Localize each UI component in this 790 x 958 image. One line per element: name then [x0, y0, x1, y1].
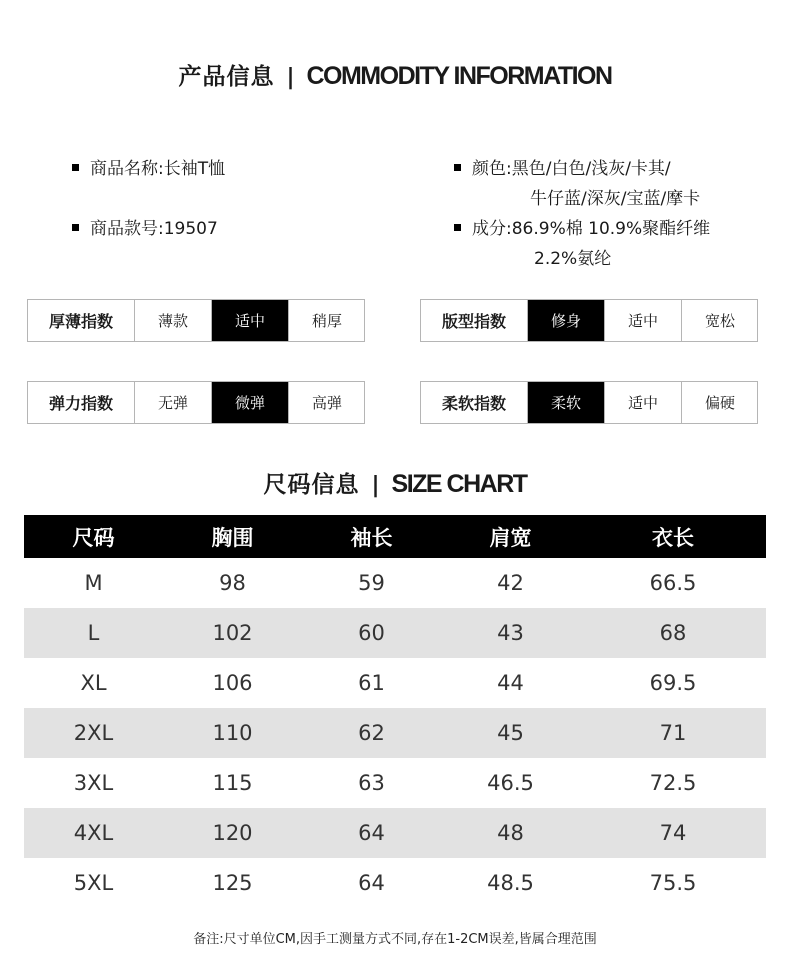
table-header-row [24, 515, 766, 558]
table-row [24, 658, 766, 708]
title-separator: | [371, 473, 380, 498]
index-label: 柔软指数 [441, 394, 506, 413]
table-row [24, 608, 766, 658]
bullet-icon [72, 164, 79, 171]
fit-index [420, 299, 758, 342]
info-material [454, 214, 710, 274]
table-cell: 48.5 [487, 871, 534, 895]
index-label: 厚薄指数 [48, 312, 113, 331]
info-value-cont: 2.2%氨纶 [534, 249, 612, 269]
table-cell: 48 [441, 808, 580, 858]
table-cell: 3XL [73, 771, 114, 795]
info-label: 商品款号: [90, 219, 164, 239]
title-en: SIZE CHART [391, 470, 527, 498]
table-cell: 74 [580, 808, 766, 858]
thickness-index [27, 299, 365, 342]
header-shoulder: 肩宽 [441, 515, 580, 558]
table-cell: 75.5 [649, 871, 697, 895]
table-cell: 66.5 [649, 571, 697, 595]
title-en: COMMODITY INFORMATION [306, 62, 612, 90]
table-row [24, 558, 766, 608]
index-option: 适中 [604, 300, 681, 341]
product-info-title [0, 58, 790, 91]
index-option-selected: 微弹 [211, 382, 288, 423]
bullet-icon [454, 164, 461, 171]
index-option: 宽松 [681, 300, 758, 341]
table-row [24, 808, 766, 858]
table-cell: 63 [358, 771, 385, 795]
table-cell: 64 [358, 871, 385, 895]
index-option-selected: 修身 [527, 300, 604, 341]
table-cell: 69.5 [649, 671, 697, 695]
elasticity-index [27, 381, 365, 424]
index-option-selected: 柔软 [527, 382, 604, 423]
info-product-model [72, 214, 218, 244]
table-cell: 60 [302, 608, 441, 658]
index-option: 偏硬 [681, 382, 758, 423]
table-cell: 62 [302, 708, 441, 758]
table-cell: XL [80, 671, 107, 695]
table-cell: 68 [580, 608, 766, 658]
table-cell: 102 [163, 608, 302, 658]
footnote: 备注:尺寸单位CM,因手工测量方式不同,存在1-2CM误差,皆属合理范围 [193, 932, 597, 947]
table-row [24, 858, 766, 908]
size-table [24, 515, 766, 908]
table-cell: 5XL [73, 871, 114, 895]
info-product-name [72, 154, 225, 184]
info-value: 86.9%棉 10.9%聚酯纤维 [511, 219, 711, 239]
info-value: 黑色/白色/浅灰/卡其/ [511, 159, 671, 179]
table-cell: 45 [441, 708, 580, 758]
table-cell: 110 [163, 708, 302, 758]
table-cell: 43 [441, 608, 580, 658]
softness-index [420, 381, 758, 424]
index-label: 弹力指数 [48, 394, 113, 413]
table-cell: 106 [212, 671, 253, 695]
table-row [24, 758, 766, 808]
title-cn: 尺码信息 [263, 472, 360, 498]
table-cell: 44 [497, 671, 524, 695]
title-cn: 产品信息 [178, 64, 275, 90]
table-cell: 71 [580, 708, 766, 758]
header-sleeve: 袖长 [302, 515, 441, 558]
index-option: 薄款 [134, 300, 211, 341]
title-separator: | [286, 65, 295, 90]
table-cell: 59 [358, 571, 385, 595]
header-size: 尺码 [24, 515, 163, 558]
index-option: 无弹 [134, 382, 211, 423]
header-length: 衣长 [580, 515, 766, 558]
info-label: 成分: [472, 219, 512, 239]
index-label: 版型指数 [441, 312, 506, 331]
info-value: 19507 [163, 219, 218, 239]
index-option: 高弹 [288, 382, 365, 423]
info-value: 长袖T恤 [163, 159, 226, 179]
table-cell: 125 [212, 871, 253, 895]
table-cell: 64 [302, 808, 441, 858]
table-cell: 115 [212, 771, 253, 795]
table-cell: 2XL [24, 708, 163, 758]
bullet-icon [454, 224, 461, 231]
info-label: 颜色: [472, 159, 512, 179]
table-cell: L [24, 608, 163, 658]
table-row [24, 708, 766, 758]
index-option-selected: 适中 [211, 300, 288, 341]
table-cell: M [84, 571, 103, 595]
table-cell: 120 [163, 808, 302, 858]
table-cell: 72.5 [649, 771, 697, 795]
index-option: 适中 [604, 382, 681, 423]
table-cell: 42 [497, 571, 524, 595]
table-cell: 46.5 [487, 771, 534, 795]
info-color [454, 154, 700, 214]
size-chart-title [0, 466, 790, 499]
table-cell: 98 [219, 571, 246, 595]
table-cell: 4XL [24, 808, 163, 858]
header-chest: 胸围 [163, 515, 302, 558]
table-cell: 61 [358, 671, 385, 695]
bullet-icon [72, 224, 79, 231]
info-label: 商品名称: [90, 159, 164, 179]
index-option: 稍厚 [288, 300, 365, 341]
info-value-cont: 牛仔蓝/深灰/宝蓝/摩卡 [530, 189, 701, 209]
